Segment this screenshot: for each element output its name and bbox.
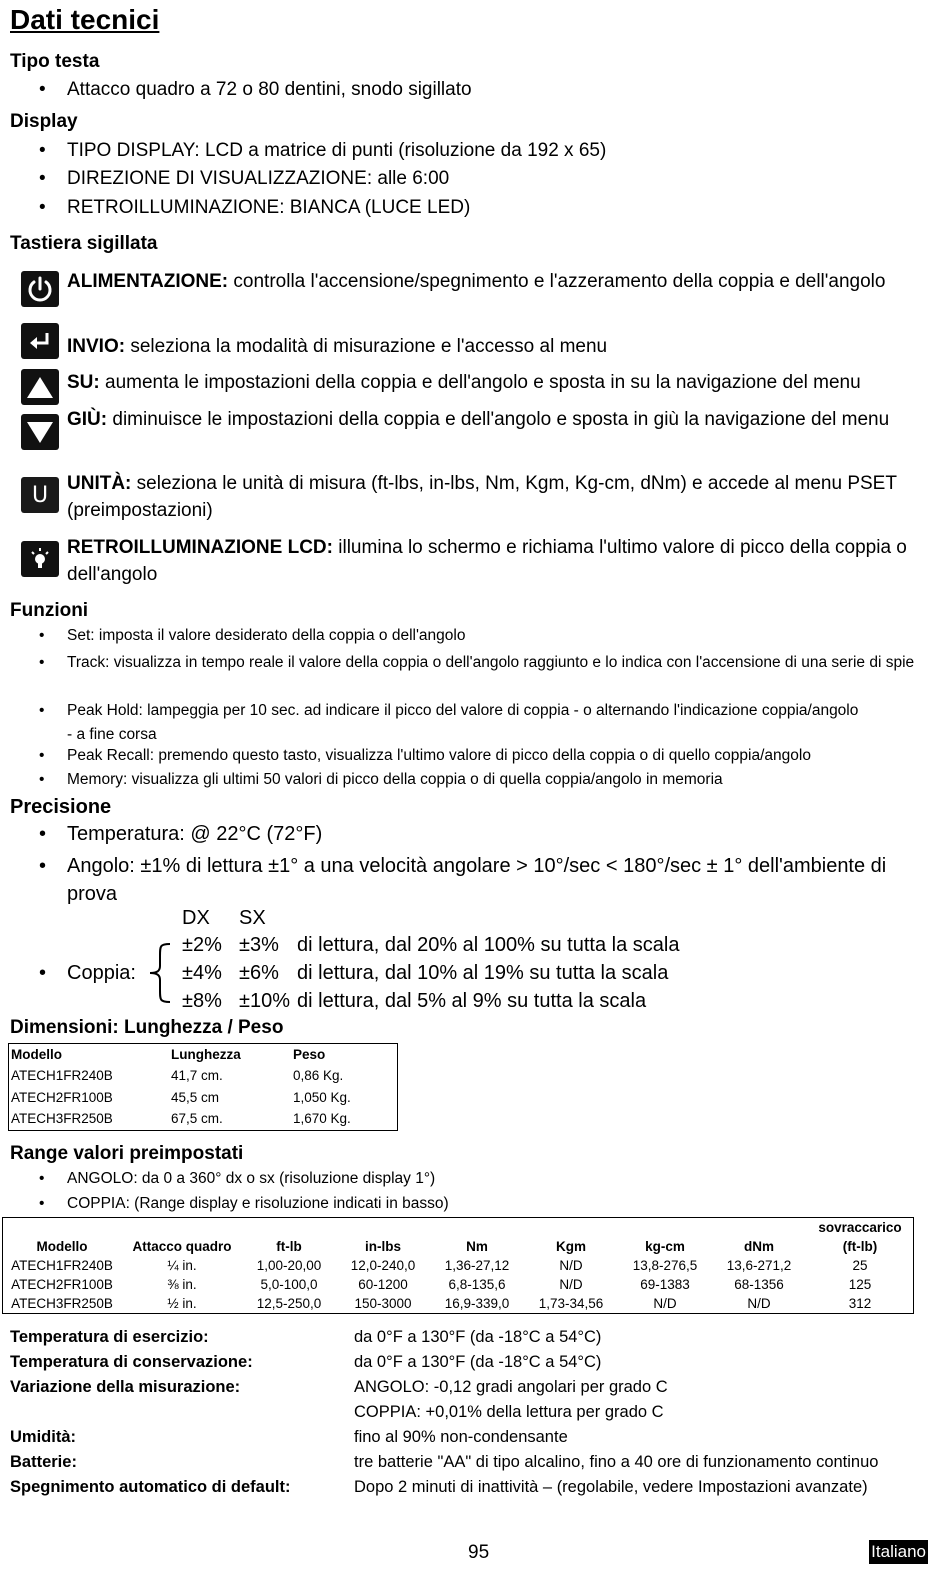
cell: ATECH3FR250B — [11, 1296, 113, 1311]
precisione-angolo: • Angolo: ±1% di lettura ±1° a una velocità angolare > 10°/sec < 180°/sec ± 1° dell'ambiente di prova — [67, 852, 917, 908]
table-row — [3, 1294, 914, 1314]
tipo-testa-heading: Tipo testa — [10, 51, 100, 72]
cell: 12,0-240,0 — [350, 1258, 416, 1273]
spec-label-variazione: Variazione della misurazione: — [10, 1378, 241, 1396]
key-text-unit: seleziona le unità di misura (ft-lbs, in-lbs, Nm, Kgm, Kg-cm, dNm) e accede al menu PSET (preimpostazioni) — [67, 473, 897, 521]
cell: 125 — [848, 1277, 872, 1292]
arrow-down-icon — [21, 414, 59, 450]
key-desc-unit — [67, 470, 927, 524]
col-header-modello: Modello — [36, 1239, 88, 1254]
table-header-row-top — [3, 1218, 914, 1238]
coppia-row-2-dx: ±4% — [182, 962, 222, 984]
funzioni-item-set: • Set: imposta il valore desiderato della coppia o dell'angolo — [67, 627, 465, 645]
unit-icon — [21, 477, 59, 513]
coppia-row-3-dx: ±8% — [182, 990, 222, 1012]
key-name-down: GIÙ: — [67, 409, 108, 430]
col-header-dnm: dNm — [744, 1239, 774, 1254]
table-row — [9, 1066, 398, 1087]
cell: ½ in. — [167, 1296, 197, 1311]
key-text-power: controlla l'accensione/spegnimento e l'azzeramento della coppia e dell'angolo — [233, 271, 886, 292]
cell: 13,8-276,5 — [632, 1258, 698, 1273]
funzioni-item-memory: • Memory: visualizza gli ultimi 50 valori di picco della coppia o di quella coppia/angolo in memoria — [67, 771, 723, 789]
key-desc-backlight — [67, 534, 927, 588]
cell: ¼ in. — [167, 1258, 197, 1273]
col-header-kgcm: kg-cm — [645, 1239, 685, 1254]
col-header-overload-unit: (ft-lb) — [842, 1239, 878, 1254]
power-icon — [21, 271, 59, 307]
col-dx-label: DX — [182, 907, 210, 929]
display-item-type: • TIPO DISPLAY: LCD a matrice di punti (risoluzione da 192 x 65) — [67, 140, 606, 162]
col-header-kgm: Kgm — [556, 1239, 586, 1254]
cell-modello: ATECH1FR240B — [11, 1068, 113, 1084]
spec-value-esercizio: da 0°F a 130°F (da -18°C a 54°C) — [354, 1328, 602, 1346]
cell-lunghezza: 45,5 cm — [171, 1089, 220, 1105]
cell: ⅜ in. — [167, 1277, 197, 1292]
key-name-backlight: RETROILLUMINAZIONE LCD: — [67, 537, 333, 558]
key-text-up: aumenta le impostazioni della coppia e dell'angolo e sposta in su la navigazione del menu — [105, 372, 861, 393]
cell: 312 — [848, 1296, 872, 1311]
col-header-ftlb: ft-lb — [276, 1239, 302, 1254]
spec-label-batterie: Batterie: — [10, 1453, 77, 1471]
col-header-inlbs: in-lbs — [365, 1239, 401, 1254]
coppia-row-2-desc: di lettura, dal 10% al 19% su tutta la scala — [297, 962, 669, 984]
display-item-direction: • DIREZIONE DI VISUALIZZAZIONE: alle 6:00 — [67, 168, 449, 190]
col-header-lunghezza: Lunghezza — [171, 1046, 241, 1062]
spec-value-spegnimento: Dopo 2 minuti di inattività – (regolabile, vedere Impostazioni avanzate) — [354, 1478, 868, 1496]
spec-value-conservazione: da 0°F a 130°F (da -18°C a 54°C) — [354, 1353, 602, 1371]
cell: 16,9-339,0 — [444, 1296, 510, 1311]
cell: N/D — [653, 1296, 677, 1311]
coppia-row-2-sx: ±6% — [239, 962, 279, 984]
dimensioni-table — [8, 1043, 398, 1131]
dimensioni-heading: Dimensioni: Lunghezza / Peso — [10, 1017, 284, 1038]
cell: ATECH1FR240B — [11, 1258, 113, 1273]
cell: 150-3000 — [354, 1296, 412, 1311]
cell: 6,8-135,6 — [448, 1277, 506, 1292]
cell: 1,36-27,12 — [444, 1258, 510, 1273]
spec-label-conservazione: Temperatura di conservazione: — [10, 1353, 253, 1371]
funzioni-item-track: • Track: visualizza in tempo reale il valore della coppia o dell'angolo raggiunto e lo indica con l'accensione di una serie di spie — [67, 651, 927, 675]
col-header-modello: Modello — [11, 1046, 62, 1062]
backlight-icon — [21, 541, 59, 577]
coppia-row-3-desc: di lettura, dal 5% al 9% su tutta la scala — [297, 990, 647, 1012]
cell: ATECH2FR100B — [11, 1277, 113, 1292]
coppia-row-1-desc: di lettura, dal 20% al 100% su tutta la scala — [297, 934, 680, 956]
table-row — [3, 1256, 914, 1275]
col-header-peso: Peso — [293, 1046, 326, 1062]
unit-icon-letter: U — [31, 482, 49, 508]
key-name-power: ALIMENTAZIONE: — [67, 271, 229, 292]
col-header-nm: Nm — [466, 1239, 488, 1254]
key-desc-enter — [67, 333, 927, 360]
enter-icon — [21, 323, 59, 359]
language-tag: Italiano — [869, 1540, 928, 1564]
spec-label-umidita: Umidità: — [10, 1428, 76, 1446]
tipo-testa-item: • Attacco quadro a 72 o 80 dentini, snodo sigillato — [67, 79, 472, 101]
key-desc-down — [67, 406, 927, 433]
cell: 1,73-34,56 — [538, 1296, 604, 1311]
spec-value-batterie: tre batterie "AA" di tipo alcalino, fino a 40 ore di funzionamento continuo — [354, 1453, 879, 1471]
spec-label-spegnimento: Spegnimento automatico di default: — [10, 1478, 291, 1496]
cell-modello: ATECH3FR250B — [11, 1111, 113, 1127]
precisione-heading: Precisione — [10, 796, 112, 818]
key-name-enter: INVIO: — [67, 336, 126, 357]
cell: N/D — [747, 1296, 771, 1311]
cell-lunghezza: 41,7 cm. — [171, 1068, 223, 1084]
spec-value-variazione-angolo: ANGOLO: -0,12 gradi angolari per grado C — [354, 1378, 668, 1396]
display-item-backlight: • RETROILLUMINAZIONE: BIANCA (LUCE LED) — [67, 197, 470, 219]
funzioni-item-peak-hold: • Peak Hold: lampeggia per 10 sec. ad indicare il picco del valore di coppia - o alternando l'indicazione coppia/angolo - a fine corsa — [67, 699, 867, 747]
col-header-attacco: Attacco quadro — [132, 1239, 232, 1254]
coppia-label: • Coppia: — [67, 962, 136, 985]
cell-modello: ATECH2FR100B — [11, 1089, 113, 1105]
precisione-temperatura: • Temperatura: @ 22°C (72°F) — [67, 823, 322, 846]
cell: N/D — [559, 1258, 583, 1273]
key-text-enter: seleziona la modalità di misurazione e l'accesso al menu — [130, 336, 608, 357]
coppia-row-3-sx: ±10% — [239, 990, 291, 1012]
table-row — [9, 1087, 398, 1108]
range-item-coppia: • COPPIA: (Range display e risoluzione indicati in basso) — [67, 1195, 449, 1213]
tastiera-heading: Tastiera sigillata — [10, 233, 158, 254]
col-sx-label: SX — [239, 907, 266, 929]
key-text-backlight: illumina lo schermo e richiama l'ultimo valore di picco della coppia o dell'angolo — [67, 537, 907, 585]
cell: 69-1383 — [640, 1277, 690, 1292]
table-header-row — [9, 1044, 398, 1066]
cell-peso: 0,86 Kg. — [293, 1068, 344, 1084]
cell: 12,5-250,0 — [256, 1296, 322, 1311]
page-title: Dati tecnici — [10, 4, 160, 35]
cell: 13,6-271,2 — [726, 1258, 792, 1273]
cell-lunghezza: 67,5 cm. — [171, 1111, 223, 1127]
spec-value-variazione-coppia: COPPIA: +0,01% della lettura per grado C — [354, 1403, 664, 1421]
funzioni-item-peak-recall: • Peak Recall: premendo questo tasto, visualizza l'ultimo valore di picco della coppia o di quello coppia/angolo — [67, 747, 811, 765]
coppia-row-1-dx: ±2% — [182, 934, 222, 956]
cell: 1,00-20,00 — [256, 1258, 322, 1273]
range-heading: Range valori preimpostati — [10, 1143, 244, 1164]
key-name-up: SU: — [67, 372, 100, 393]
coppia-row-1-sx: ±3% — [239, 934, 279, 956]
key-name-unit: UNITÀ: — [67, 473, 132, 494]
cell: N/D — [559, 1277, 583, 1292]
key-desc-power — [67, 268, 927, 295]
spec-value-umidita: fino al 90% non-condensante — [354, 1428, 568, 1446]
page-number: 95 — [468, 1542, 490, 1563]
arrow-up-icon — [21, 369, 59, 405]
col-header-sovraccarico: sovraccarico — [818, 1220, 902, 1235]
funzioni-heading: Funzioni — [10, 600, 89, 621]
key-desc-up — [67, 369, 927, 396]
cell-peso: 1,050 Kg. — [293, 1089, 351, 1105]
cell: 60-1200 — [358, 1277, 408, 1292]
cell: 68-1356 — [734, 1277, 784, 1292]
table-header-row — [3, 1237, 914, 1256]
cell: 25 — [852, 1258, 868, 1273]
spec-label-esercizio: Temperatura di esercizio: — [10, 1328, 209, 1346]
header-spacer — [3, 1218, 808, 1238]
range-table — [2, 1217, 914, 1314]
key-text-down: diminuisce le impostazioni della coppia e dell'angolo e sposta in giù la navigazione del menu — [112, 409, 890, 430]
table-row — [3, 1275, 914, 1294]
range-item-angolo: • ANGOLO: da 0 a 360° dx o sx (risoluzione display 1°) — [67, 1170, 435, 1188]
coppia-brace — [146, 942, 176, 1004]
table-row — [9, 1108, 398, 1130]
cell-peso: 1,670 Kg. — [293, 1111, 351, 1127]
cell: 5,0-100,0 — [260, 1277, 318, 1292]
display-heading: Display — [10, 111, 78, 132]
